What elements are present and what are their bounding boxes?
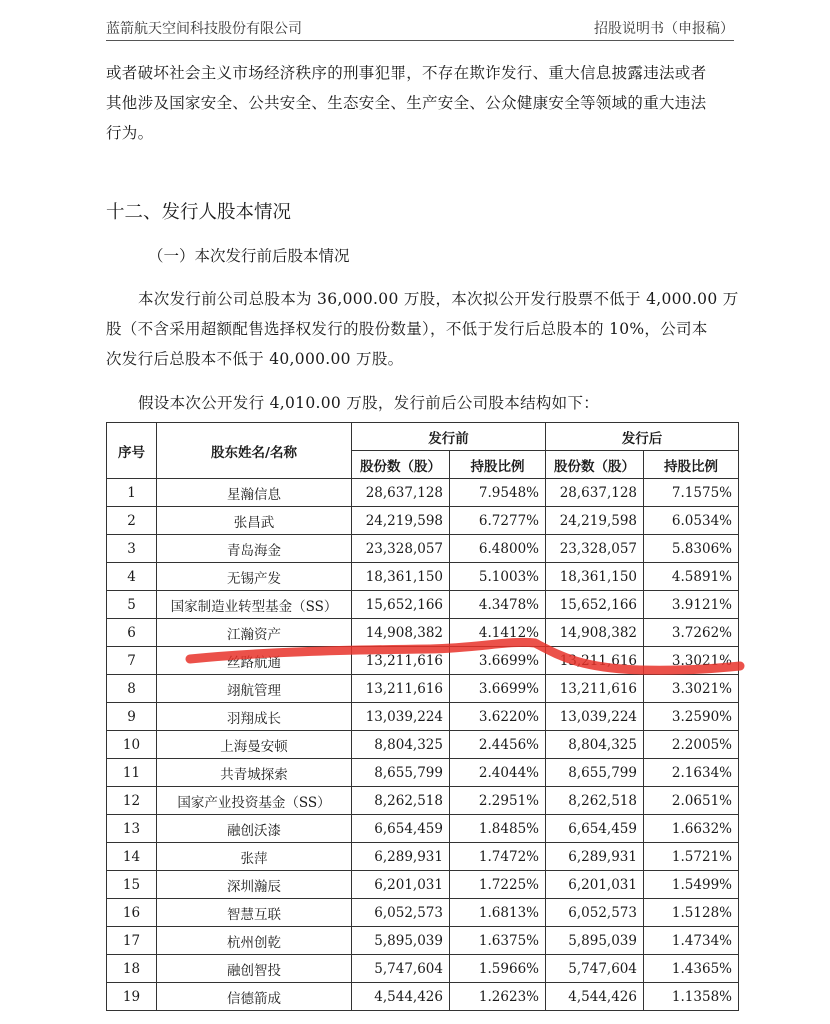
after-shares: 24,219,598 bbox=[546, 507, 644, 535]
table-row bbox=[107, 591, 739, 619]
capital-line: 股（不含采用超额配售选择权发行的股份数量），不低于发行后总股本的 10%，公司本 bbox=[106, 320, 708, 338]
page-header bbox=[106, 10, 734, 41]
before-ratio: 1.2623% bbox=[450, 983, 546, 1011]
header-no: 序号 bbox=[107, 423, 157, 479]
intro-line: 其他涉及国家安全、公共安全、生态安全、生产安全、公众健康安全等领域的重大违法 bbox=[106, 94, 707, 112]
before-shares: 8,262,518 bbox=[352, 787, 450, 815]
row-no: 15 bbox=[107, 871, 157, 899]
before-ratio: 2.2951% bbox=[450, 787, 546, 815]
company-name: 蓝箭航天空间科技股份有限公司 bbox=[106, 21, 302, 37]
shareholder-name: 信德箭成 bbox=[157, 983, 352, 1011]
before-ratio: 4.1412% bbox=[450, 619, 546, 647]
shareholder-name: 共青城探索 bbox=[157, 759, 352, 787]
shareholder-name: 上海曼安顿 bbox=[157, 731, 352, 759]
row-no: 18 bbox=[107, 955, 157, 983]
row-no: 16 bbox=[107, 899, 157, 927]
intro-line: 或者破坏社会主义市场经济秩序的刑事犯罪，不存在欺诈发行、重大信息披露违法或者 bbox=[106, 64, 707, 82]
header-name: 股东姓名/名称 bbox=[157, 423, 352, 479]
capital-paragraph bbox=[106, 284, 739, 374]
row-no: 5 bbox=[107, 591, 157, 619]
before-shares: 24,219,598 bbox=[352, 507, 450, 535]
after-shares: 6,289,931 bbox=[546, 843, 644, 871]
shareholder-name: 丝路航通 bbox=[157, 647, 352, 675]
before-shares: 8,655,799 bbox=[352, 759, 450, 787]
table-row bbox=[107, 983, 739, 1011]
table-row bbox=[107, 787, 739, 815]
row-no: 13 bbox=[107, 815, 157, 843]
before-shares: 5,747,604 bbox=[352, 955, 450, 983]
table-row bbox=[107, 479, 739, 507]
before-shares: 6,289,931 bbox=[352, 843, 450, 871]
before-ratio: 1.6375% bbox=[450, 927, 546, 955]
after-shares: 13,211,616 bbox=[546, 675, 644, 703]
before-shares: 14,908,382 bbox=[352, 619, 450, 647]
table-row bbox=[107, 927, 739, 955]
before-ratio: 2.4456% bbox=[450, 731, 546, 759]
after-shares: 13,039,224 bbox=[546, 703, 644, 731]
intro-line: 行为。 bbox=[106, 124, 154, 142]
document-type: 招股说明书（申报稿） bbox=[594, 21, 734, 37]
after-shares: 8,804,325 bbox=[546, 731, 644, 759]
shareholder-name: 杭州创乾 bbox=[157, 927, 352, 955]
row-no: 7 bbox=[107, 647, 157, 675]
after-ratio: 2.1634% bbox=[644, 759, 739, 787]
before-shares: 23,328,057 bbox=[352, 535, 450, 563]
table-row bbox=[107, 507, 739, 535]
after-ratio: 3.9121% bbox=[644, 591, 739, 619]
row-no: 11 bbox=[107, 759, 157, 787]
shareholder-name: 国家产业投资基金（SS） bbox=[157, 787, 352, 815]
after-shares: 6,052,573 bbox=[546, 899, 644, 927]
shareholder-name: 翊航管理 bbox=[157, 675, 352, 703]
after-shares: 14,908,382 bbox=[546, 619, 644, 647]
after-ratio: 1.5128% bbox=[644, 899, 739, 927]
after-shares: 28,637,128 bbox=[546, 479, 644, 507]
before-ratio: 4.3478% bbox=[450, 591, 546, 619]
table-row bbox=[107, 731, 739, 759]
before-ratio: 3.6699% bbox=[450, 675, 546, 703]
before-ratio: 5.1003% bbox=[450, 563, 546, 591]
after-shares: 8,262,518 bbox=[546, 787, 644, 815]
before-ratio: 1.8485% bbox=[450, 815, 546, 843]
before-shares: 5,895,039 bbox=[352, 927, 450, 955]
table-row bbox=[107, 647, 739, 675]
row-no: 17 bbox=[107, 927, 157, 955]
after-ratio: 1.5499% bbox=[644, 871, 739, 899]
row-no: 6 bbox=[107, 619, 157, 647]
shareholder-name: 江瀚资产 bbox=[157, 619, 352, 647]
after-shares: 8,655,799 bbox=[546, 759, 644, 787]
before-shares: 13,211,616 bbox=[352, 675, 450, 703]
after-ratio: 1.4734% bbox=[644, 927, 739, 955]
after-ratio: 7.1575% bbox=[644, 479, 739, 507]
row-no: 19 bbox=[107, 983, 157, 1011]
after-shares: 15,652,166 bbox=[546, 591, 644, 619]
after-shares: 6,654,459 bbox=[546, 815, 644, 843]
before-ratio: 1.6813% bbox=[450, 899, 546, 927]
after-shares: 13,211,616 bbox=[546, 647, 644, 675]
table-row bbox=[107, 843, 739, 871]
table-body bbox=[107, 479, 739, 1011]
after-ratio: 3.3021% bbox=[644, 647, 739, 675]
section-title: 十二、发行人股本情况 bbox=[106, 202, 292, 223]
row-no: 12 bbox=[107, 787, 157, 815]
row-no: 1 bbox=[107, 479, 157, 507]
before-shares: 6,654,459 bbox=[352, 815, 450, 843]
before-ratio: 6.4800% bbox=[450, 535, 546, 563]
table-row bbox=[107, 563, 739, 591]
before-ratio: 1.7225% bbox=[450, 871, 546, 899]
after-ratio: 3.3021% bbox=[644, 675, 739, 703]
table-row bbox=[107, 759, 739, 787]
after-ratio: 1.4365% bbox=[644, 955, 739, 983]
after-ratio: 3.2590% bbox=[644, 703, 739, 731]
row-no: 14 bbox=[107, 843, 157, 871]
before-ratio: 2.4044% bbox=[450, 759, 546, 787]
after-ratio: 1.5721% bbox=[644, 843, 739, 871]
table-row bbox=[107, 871, 739, 899]
before-shares: 18,361,150 bbox=[352, 563, 450, 591]
table-row bbox=[107, 535, 739, 563]
before-shares: 13,211,616 bbox=[352, 647, 450, 675]
after-shares: 4,544,426 bbox=[546, 983, 644, 1011]
intro-paragraph bbox=[106, 58, 734, 148]
row-no: 8 bbox=[107, 675, 157, 703]
after-shares: 6,201,031 bbox=[546, 871, 644, 899]
after-shares: 5,895,039 bbox=[546, 927, 644, 955]
before-shares: 13,039,224 bbox=[352, 703, 450, 731]
row-no: 9 bbox=[107, 703, 157, 731]
assumption-paragraph: 假设本次公开发行 4,010.00 万股，发行前后公司股本结构如下： bbox=[138, 394, 600, 412]
shareholder-name: 深圳瀚辰 bbox=[157, 871, 352, 899]
table-row bbox=[107, 899, 739, 927]
table-row bbox=[107, 955, 739, 983]
after-ratio: 1.6632% bbox=[644, 815, 739, 843]
shareholder-name: 青岛海金 bbox=[157, 535, 352, 563]
header-after: 发行后 bbox=[546, 423, 739, 451]
shareholder-name: 融创智投 bbox=[157, 955, 352, 983]
shareholder-name: 星瀚信息 bbox=[157, 479, 352, 507]
after-ratio: 2.2005% bbox=[644, 731, 739, 759]
shareholder-name: 张昌武 bbox=[157, 507, 352, 535]
before-shares: 15,652,166 bbox=[352, 591, 450, 619]
capital-line: 次发行后总股本不低于 40,000.00 万股。 bbox=[106, 350, 404, 368]
before-ratio: 3.6699% bbox=[450, 647, 546, 675]
after-shares: 5,747,604 bbox=[546, 955, 644, 983]
table-row bbox=[107, 703, 739, 731]
subsection-title: （一）本次发行前后股本情况 bbox=[148, 247, 350, 265]
before-shares: 8,804,325 bbox=[352, 731, 450, 759]
before-ratio: 7.9548% bbox=[450, 479, 546, 507]
shareholder-name: 无锡产发 bbox=[157, 563, 352, 591]
header-before-shares: 股份数（股） bbox=[352, 451, 450, 479]
after-ratio: 3.7262% bbox=[644, 619, 739, 647]
before-shares: 6,052,573 bbox=[352, 899, 450, 927]
row-no: 3 bbox=[107, 535, 157, 563]
before-ratio: 1.5966% bbox=[450, 955, 546, 983]
before-shares: 4,544,426 bbox=[352, 983, 450, 1011]
table-row bbox=[107, 675, 739, 703]
after-ratio: 1.1358% bbox=[644, 983, 739, 1011]
header-before-ratio: 持股比例 bbox=[450, 451, 546, 479]
before-ratio: 3.6220% bbox=[450, 703, 546, 731]
header-before: 发行前 bbox=[352, 423, 546, 451]
header-after-shares: 股份数（股） bbox=[546, 451, 644, 479]
after-ratio: 4.5891% bbox=[644, 563, 739, 591]
before-ratio: 1.7472% bbox=[450, 843, 546, 871]
capital-line: 本次发行前公司总股本为 36,000.00 万股，本次拟公开发行股票不低于 4,000.00 万 bbox=[138, 290, 739, 308]
header-after-ratio: 持股比例 bbox=[644, 451, 739, 479]
before-shares: 28,637,128 bbox=[352, 479, 450, 507]
after-ratio: 2.0651% bbox=[644, 787, 739, 815]
shareholder-name: 国家制造业转型基金（SS） bbox=[157, 591, 352, 619]
shareholder-name: 融创沃漆 bbox=[157, 815, 352, 843]
table-row bbox=[107, 815, 739, 843]
after-shares: 23,328,057 bbox=[546, 535, 644, 563]
before-shares: 6,201,031 bbox=[352, 871, 450, 899]
shareholder-name: 羽翔成长 bbox=[157, 703, 352, 731]
after-ratio: 5.8306% bbox=[644, 535, 739, 563]
after-ratio: 6.0534% bbox=[644, 507, 739, 535]
row-no: 4 bbox=[107, 563, 157, 591]
row-no: 2 bbox=[107, 507, 157, 535]
share-structure-table bbox=[106, 422, 739, 1011]
shareholder-name: 智慧互联 bbox=[157, 899, 352, 927]
row-no: 10 bbox=[107, 731, 157, 759]
after-shares: 18,361,150 bbox=[546, 563, 644, 591]
before-ratio: 6.7277% bbox=[450, 507, 546, 535]
shareholder-name: 张萍 bbox=[157, 843, 352, 871]
table-row bbox=[107, 619, 739, 647]
